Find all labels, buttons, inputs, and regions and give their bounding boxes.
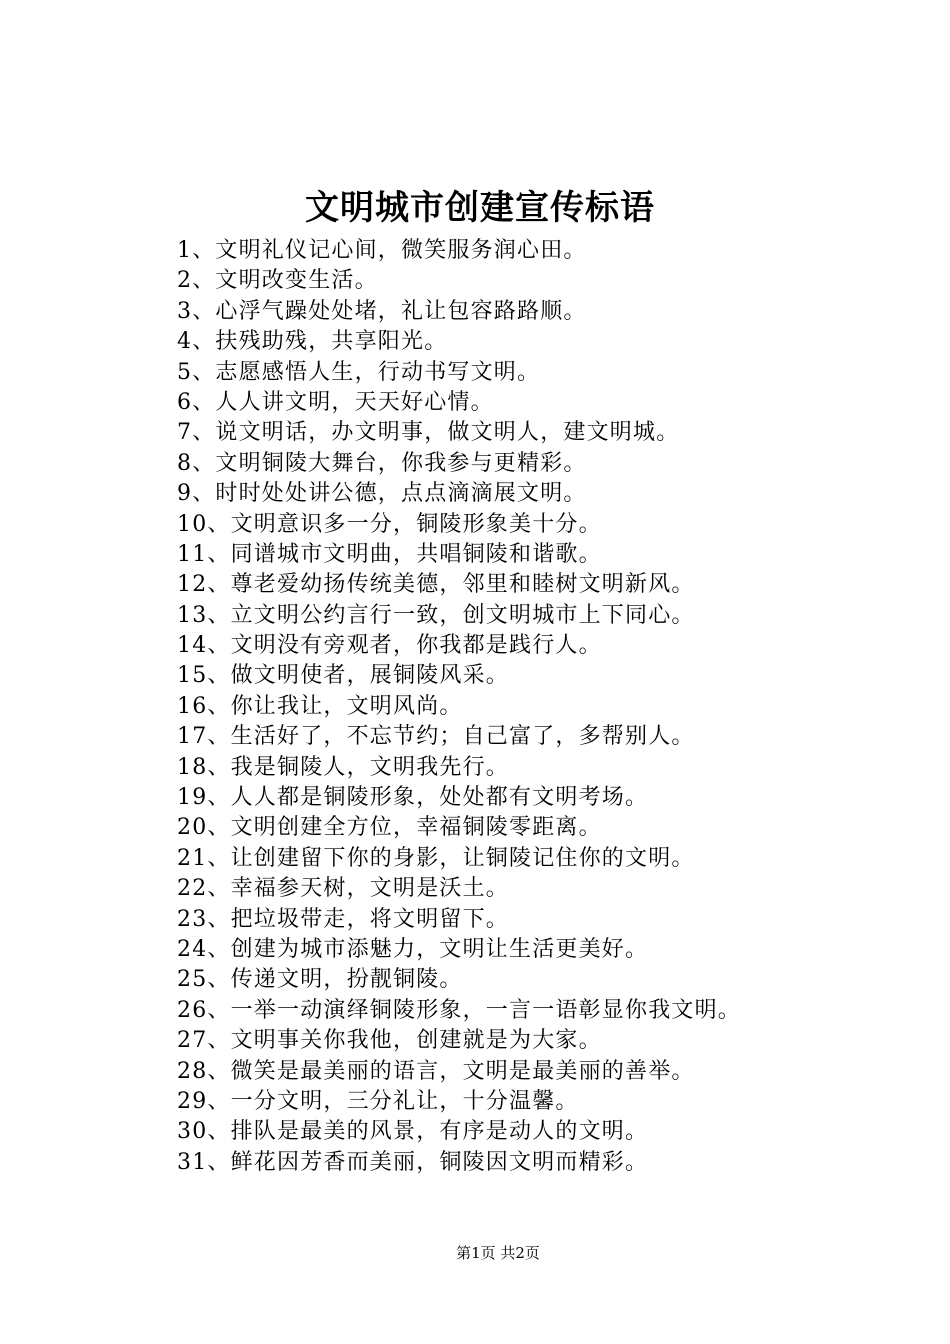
slogan-item: 11、同谱城市文明曲，共唱铜陵和谐歌。 xyxy=(177,541,602,567)
slogan-item: 14、文明没有旁观者，你我都是践行人。 xyxy=(177,633,602,659)
slogan-item: 24、创建为城市添魅力，文明让生活更美好。 xyxy=(177,936,649,962)
slogan-item: 27、文明事关你我他，创建就是为大家。 xyxy=(177,1028,602,1054)
slogan-item: 13、立文明公约言行一致，创文明城市上下同心。 xyxy=(177,602,695,628)
slogan-item: 26、一举一动演绎铜陵形象，一言一语彰显你我文明。 xyxy=(177,997,741,1023)
slogan-item: 5、志愿感悟人生，行动书写文明。 xyxy=(177,359,541,385)
slogan-item: 28、微笑是最美丽的语言，文明是最美丽的善举。 xyxy=(177,1058,695,1084)
slogan-item: 4、扶残助残，共享阳光。 xyxy=(177,329,448,355)
slogan-item: 23、把垃圾带走，将文明留下。 xyxy=(177,906,509,932)
slogan-item: 31、鲜花因芳香而美丽，铜陵因文明而精彩。 xyxy=(177,1149,649,1175)
page-title: 文明城市创建宣传标语 xyxy=(305,188,655,228)
slogan-item: 9、时时处处讲公德，点点滴滴展文明。 xyxy=(177,481,587,507)
slogan-item: 29、一分文明，三分礼让，十分温馨。 xyxy=(177,1088,579,1114)
slogan-item: 3、心浮气躁处处堵，礼让包容路路顺。 xyxy=(177,298,587,324)
slogan-item: 10、文明意识多一分，铜陵形象美十分。 xyxy=(177,511,602,537)
slogan-item: 22、幸福参天树，文明是沃土。 xyxy=(177,876,509,902)
slogan-item: 12、尊老爱幼扬传统美德，邻里和睦树文明新风。 xyxy=(177,572,695,598)
slogan-list xyxy=(177,236,917,1178)
page-footer: 第1页 共2页 xyxy=(456,1244,540,1262)
slogan-item: 15、做文明使者，展铜陵风采。 xyxy=(177,663,509,689)
slogan-item: 19、人人都是铜陵形象，处处都有文明考场。 xyxy=(177,785,649,811)
slogan-item: 18、我是铜陵人，文明我先行。 xyxy=(177,754,509,780)
slogan-item: 8、文明铜陵大舞台，你我参与更精彩。 xyxy=(177,450,587,476)
slogan-item: 21、让创建留下你的身影，让铜陵记住你的文明。 xyxy=(177,845,695,871)
slogan-item: 25、传递文明，扮靓铜陵。 xyxy=(177,967,463,993)
slogan-item: 6、人人讲文明，天天好心情。 xyxy=(177,389,494,415)
slogan-item: 30、排队是最美的风景，有序是动人的文明。 xyxy=(177,1119,649,1145)
slogan-item: 16、你让我让，文明风尚。 xyxy=(177,693,463,719)
slogan-item: 2、文明改变生活。 xyxy=(177,268,378,294)
slogan-item: 17、生活好了，不忘节约；自己富了，多帮别人。 xyxy=(177,724,695,750)
slogan-item: 7、说文明话，办文明事，做文明人，建文明城。 xyxy=(177,420,680,446)
slogan-item: 20、文明创建全方位，幸福铜陵零距离。 xyxy=(177,815,602,841)
slogan-item: 1、文明礼仪记心间，微笑服务润心田。 xyxy=(177,238,587,263)
